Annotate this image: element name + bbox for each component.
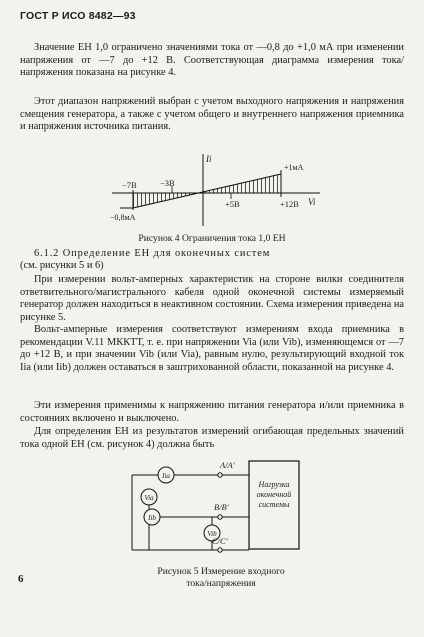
paragraph-3: При измерении вольт-амперных характеристик на стороне вилки соединителя ответвительного/магистрального кабеля одной оконечной системы измеряемый генератор должен находиться в неактивном состоянии. Схема измерения приведена на рисунке 5. [20, 274, 404, 323]
paragraph-6: Для определения EH из результатов измерений огибающая предельных значений тока одной EH (см. рисунок 4) должна быть [20, 426, 404, 450]
page-number: 6 [18, 573, 24, 585]
terminal-a-label: A/A' [220, 460, 235, 470]
paragraph-1: Значение EH 1,0 ограничено значениями тока от —0,8 до +1,0 мА при изменении напряжения от —7 до +12 В. Соответствующая диаграмма измерения тока/напряжения показана на рисунке 4. [20, 42, 404, 79]
label-plus12v: +12В [280, 199, 299, 209]
document-header: ГОСТ Р ИСО 8482—93 [20, 10, 136, 22]
label-ii: Ii [206, 154, 212, 164]
meter-via-label: Via [144, 494, 154, 502]
label-minus3v: −3В [160, 178, 175, 188]
box-label-3: системы [258, 500, 290, 509]
figure-5-diagram [116, 455, 306, 565]
paragraph-5: Эти измерения применимы к напряжению питания генератора и/или приемника в состояниях включено и выключено. [20, 400, 404, 424]
figure-4-diagram [100, 148, 340, 232]
figure-5-caption-line1: Рисунок 5 Измерение входного [157, 566, 285, 577]
meter-iib-label: Iib [148, 514, 156, 522]
paragraph-2: Этот диапазон напряжений выбран с учетом выходного напряжения и напряжения смещения генератора, а также с учетом общего и внутреннего напряжения приемника и напряжения источника питания. [20, 96, 404, 133]
label-minus7v: −7В [122, 180, 137, 190]
label-plus5v: +5В [225, 199, 240, 209]
figure-5-caption-line2: тока/напряжения [186, 577, 256, 589]
figure-5-caption [96, 566, 346, 589]
meter-iia-label: Iia [162, 472, 170, 480]
terminal-c-label: C/C' [212, 536, 228, 546]
section-title: Определение EH для оконечных систем [62, 248, 271, 259]
box-label-1: Нагрузка [258, 480, 290, 489]
figure-4-caption: Рисунок 4 Ограничения тока 1,0 EH [138, 233, 286, 244]
section-subtitle: (см. рисунки 5 и 6) [20, 260, 104, 271]
label-plus1ma: +1мА [284, 163, 304, 172]
label-vi: Vi [308, 197, 316, 207]
label-minus08ma: −0,8мА [110, 213, 136, 222]
paragraph-4: Вольт-амперные измерения соответствуют измерениям входа приемника в рекомендации V.11 МККТТ, т. е. при напряжении Via (или Vib), изменяющемся от —7 до +12 В, и при значении Vib (или Via), равным нулю, результирующий входной ток Iia (или Iib) должен оставаться в заштрихованной области, показанной на рисунке 4. [20, 324, 404, 373]
meter-vib-label: Vib [207, 530, 217, 538]
terminal-b-label: B/B' [214, 502, 229, 512]
section-number: 6.1.2 [34, 248, 60, 259]
box-label-2: оконечной [256, 490, 292, 499]
terminal-b-icon [218, 515, 222, 519]
terminal-a-icon [218, 473, 222, 477]
terminal-c-icon [218, 548, 222, 552]
section-heading [20, 248, 404, 261]
